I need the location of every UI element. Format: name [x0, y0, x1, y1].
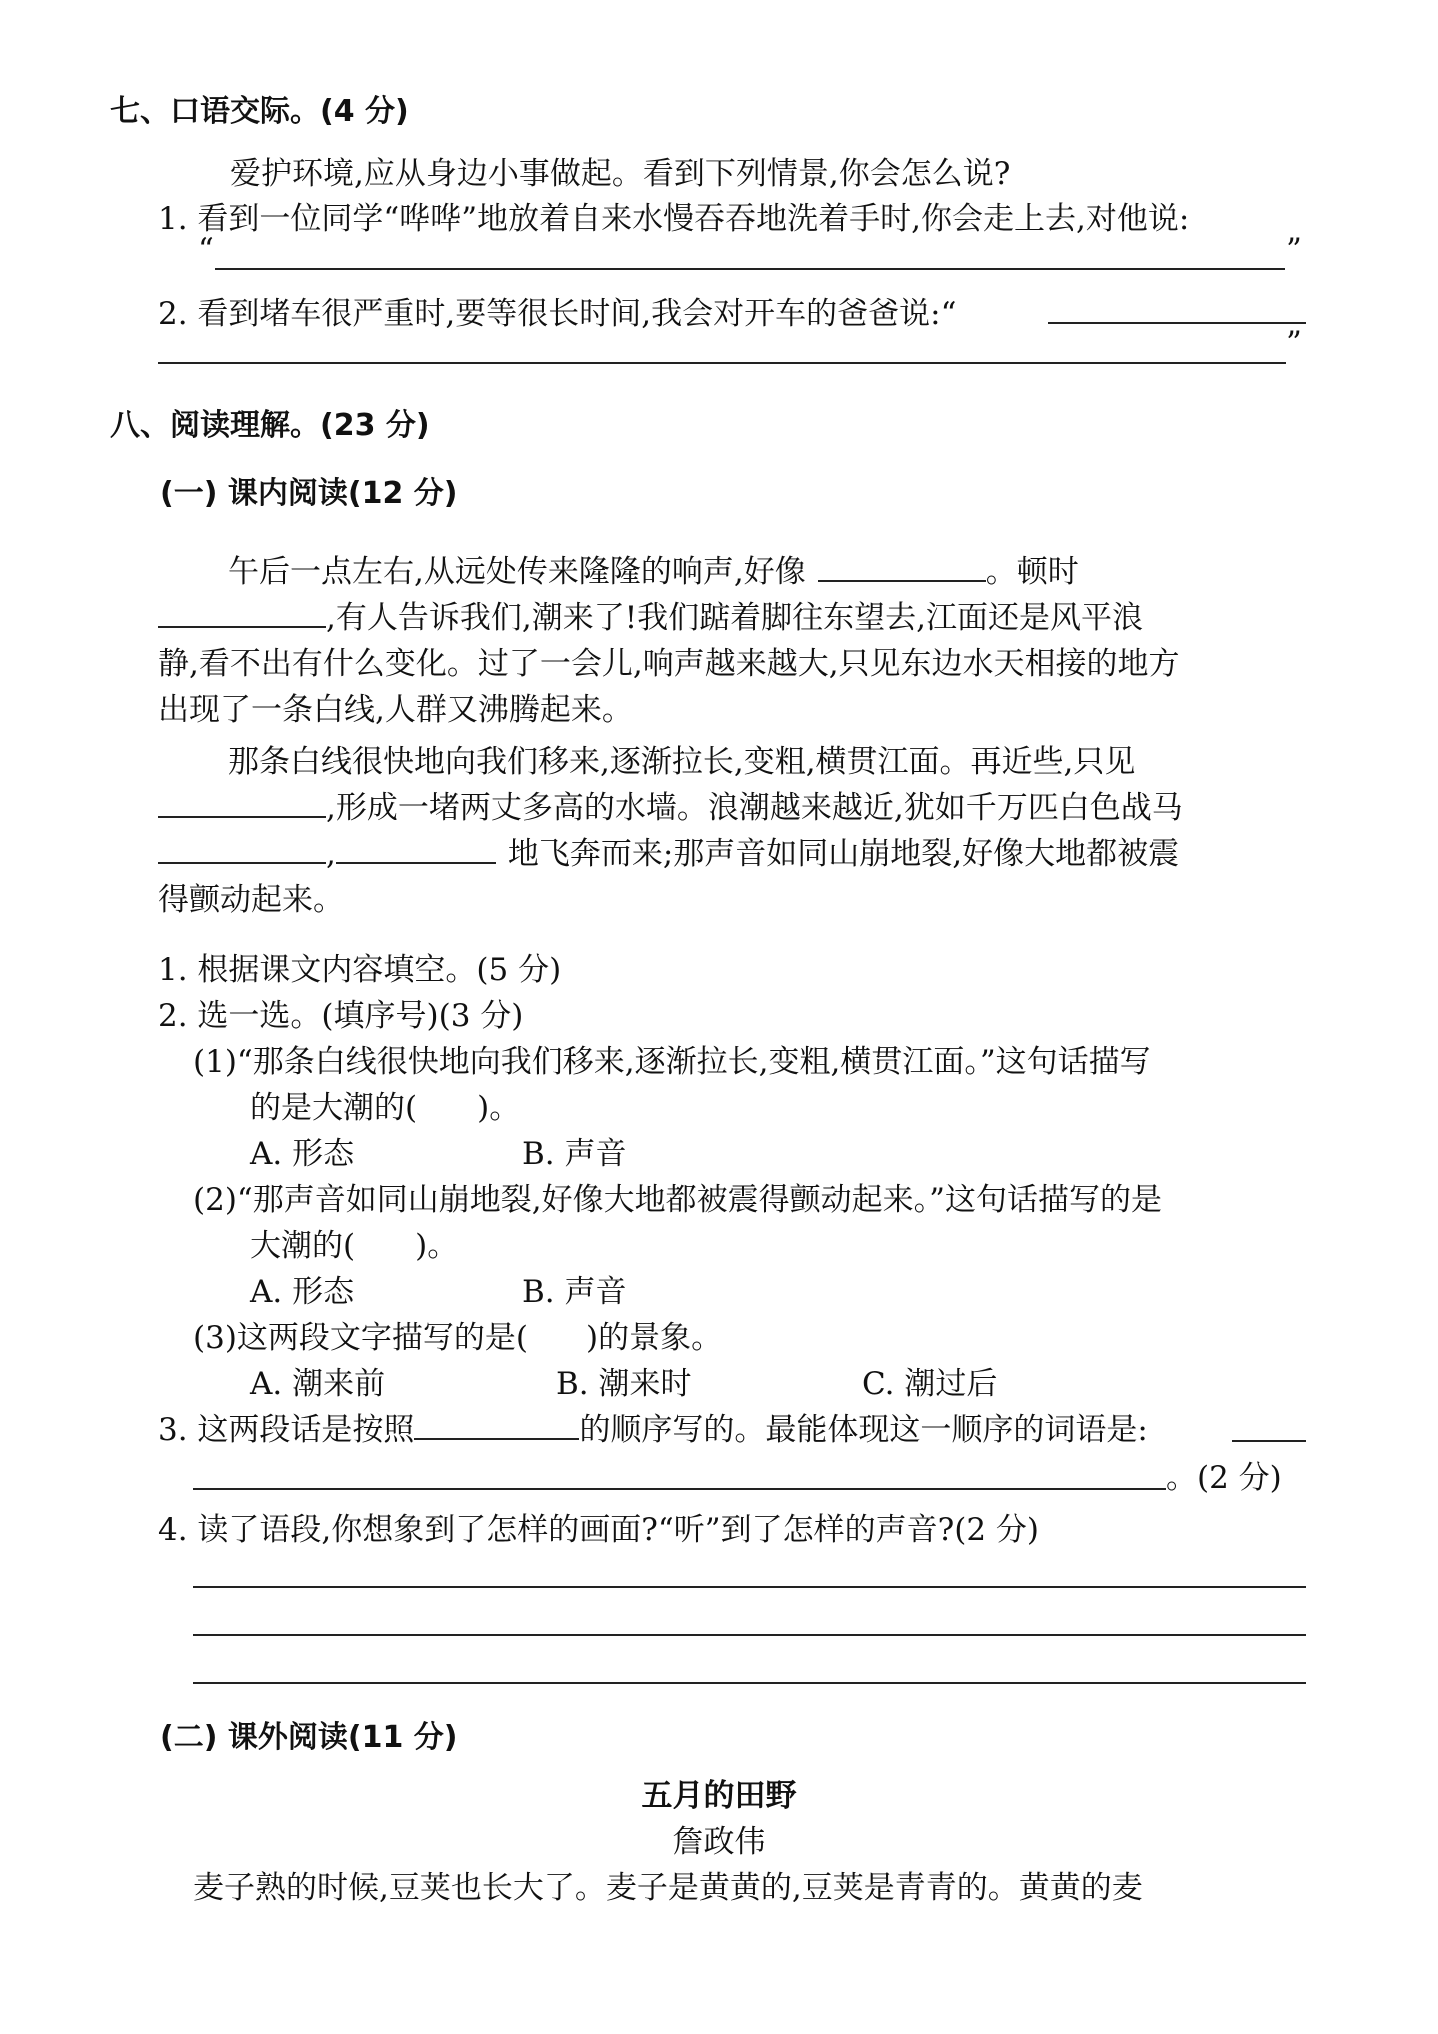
article-title: 五月的田野 — [641, 1778, 797, 1814]
close-quote: ” — [1286, 232, 1302, 268]
question-2-1: (1)“那条白线很快地向我们移来,逐渐拉长,变粗,横贯江面。”这句话描写 — [193, 1044, 1151, 1080]
article-paragraph: 麦子熟的时候,豆荚也长大了。麦子是黄黄的,豆荚是青青的。黄黄的麦 — [193, 1870, 1143, 1906]
question-3-score: 。(2 分) — [1166, 1460, 1282, 1496]
passage-line: 出现了一条白线,人群又沸腾起来。 — [158, 692, 633, 728]
section-7-intro: 爱护环境,应从身边小事做起。看到下列情景,你会怎么说? — [230, 156, 1011, 192]
fill-blank[interactable] — [158, 790, 326, 818]
passage-text: 午后一点左右,从远处传来隆隆的响声,好像 — [228, 554, 806, 590]
question-4: 4. 读了语段,你想象到了怎样的画面?“听”到了怎样的声音?(2 分) — [158, 1512, 1039, 1548]
option-a: A. 潮来前 — [250, 1366, 386, 1402]
answer-line[interactable] — [193, 1488, 1166, 1490]
passage-line — [228, 546, 1079, 591]
passage-line — [158, 828, 1179, 873]
question-3 — [158, 1404, 1148, 1449]
question-2-1-cont — [250, 1082, 520, 1127]
part-2-heading: (二) 课外阅读(11 分) — [160, 1720, 458, 1755]
section-7-question-1: 1. 看到一位同学“哗哗”地放着自来水慢吞吞地洗着手时,你会走上去,对他说: — [158, 201, 1190, 237]
question-text: 大潮的( — [250, 1228, 356, 1264]
passage-line: 那条白线很快地向我们移来,逐渐拉长,变粗,横贯江面。再近些,只见 — [228, 744, 1136, 780]
passage-text: , — [326, 836, 336, 872]
option-c: C. 潮过后 — [862, 1366, 998, 1402]
question-text: )。 — [415, 1228, 459, 1264]
fill-blank[interactable] — [336, 836, 496, 864]
option-a: A. 形态 — [250, 1274, 355, 1310]
question-1: 1. 根据课文内容填空。(5 分) — [158, 952, 562, 988]
open-quote: “ — [198, 232, 214, 268]
fill-blank[interactable] — [158, 600, 326, 628]
question-text: (3)这两段文字描写的是( — [193, 1320, 529, 1356]
answer-line[interactable] — [1232, 1440, 1306, 1442]
answer-line[interactable] — [215, 268, 1285, 270]
close-quote: ” — [1286, 325, 1302, 361]
passage-line — [158, 592, 1143, 637]
passage-text: 。顿时 — [985, 554, 1079, 590]
answer-line[interactable] — [193, 1682, 1306, 1684]
option-a: A. 形态 — [250, 1136, 355, 1172]
question-text: )的景象。 — [586, 1320, 723, 1356]
answer-line[interactable] — [193, 1634, 1306, 1636]
question-text: 的是大潮的( — [250, 1090, 418, 1126]
passage-line — [158, 782, 1183, 827]
fill-blank[interactable] — [414, 1412, 579, 1440]
section-7-heading: 七、口语交际。(4 分) — [110, 94, 409, 129]
question-2: 2. 选一选。(填序号)(3 分) — [158, 998, 524, 1034]
question-text: )。 — [477, 1090, 521, 1126]
passage-text: 地飞奔而来;那声音如同山崩地裂,好像大地都被震 — [507, 836, 1180, 872]
answer-line[interactable] — [1048, 322, 1306, 324]
option-b: B. 潮来时 — [556, 1366, 692, 1402]
question-2-2: (2)“那声音如同山崩地裂,好像大地都被震得颤动起来。”这句话描写的是 — [193, 1182, 1162, 1218]
answer-line[interactable] — [158, 362, 1286, 364]
section-8-heading: 八、阅读理解。(23 分) — [110, 408, 430, 443]
option-b: B. 声音 — [522, 1136, 627, 1172]
answer-line[interactable] — [193, 1586, 1306, 1588]
fill-blank[interactable] — [818, 554, 986, 582]
question-2-3 — [193, 1312, 722, 1357]
passage-line: 静,看不出有什么变化。过了一会儿,响声越来越大,只见东边水天相接的地方 — [158, 646, 1180, 682]
passage-line: 得颤动起来。 — [158, 882, 344, 918]
question-2-2-cont — [250, 1220, 458, 1265]
part-1-heading: (一) 课内阅读(12 分) — [160, 476, 458, 511]
fill-blank[interactable] — [158, 836, 326, 864]
question-text: 的顺序写的。最能体现这一顺序的词语是: — [579, 1412, 1148, 1448]
question-text: 3. 这两段话是按照 — [158, 1412, 415, 1448]
section-7-question-2: 2. 看到堵车很严重时,要等很长时间,我会对开车的爸爸说:“ — [158, 296, 957, 332]
option-b: B. 声音 — [522, 1274, 627, 1310]
passage-text: ,形成一堵两丈多高的水墙。浪潮越来越近,犹如千万匹白色战马 — [326, 790, 1183, 826]
article-author: 詹政伟 — [672, 1824, 766, 1860]
passage-text: ,有人告诉我们,潮来了!我们踮着脚往东望去,江面还是风平浪 — [326, 600, 1144, 636]
